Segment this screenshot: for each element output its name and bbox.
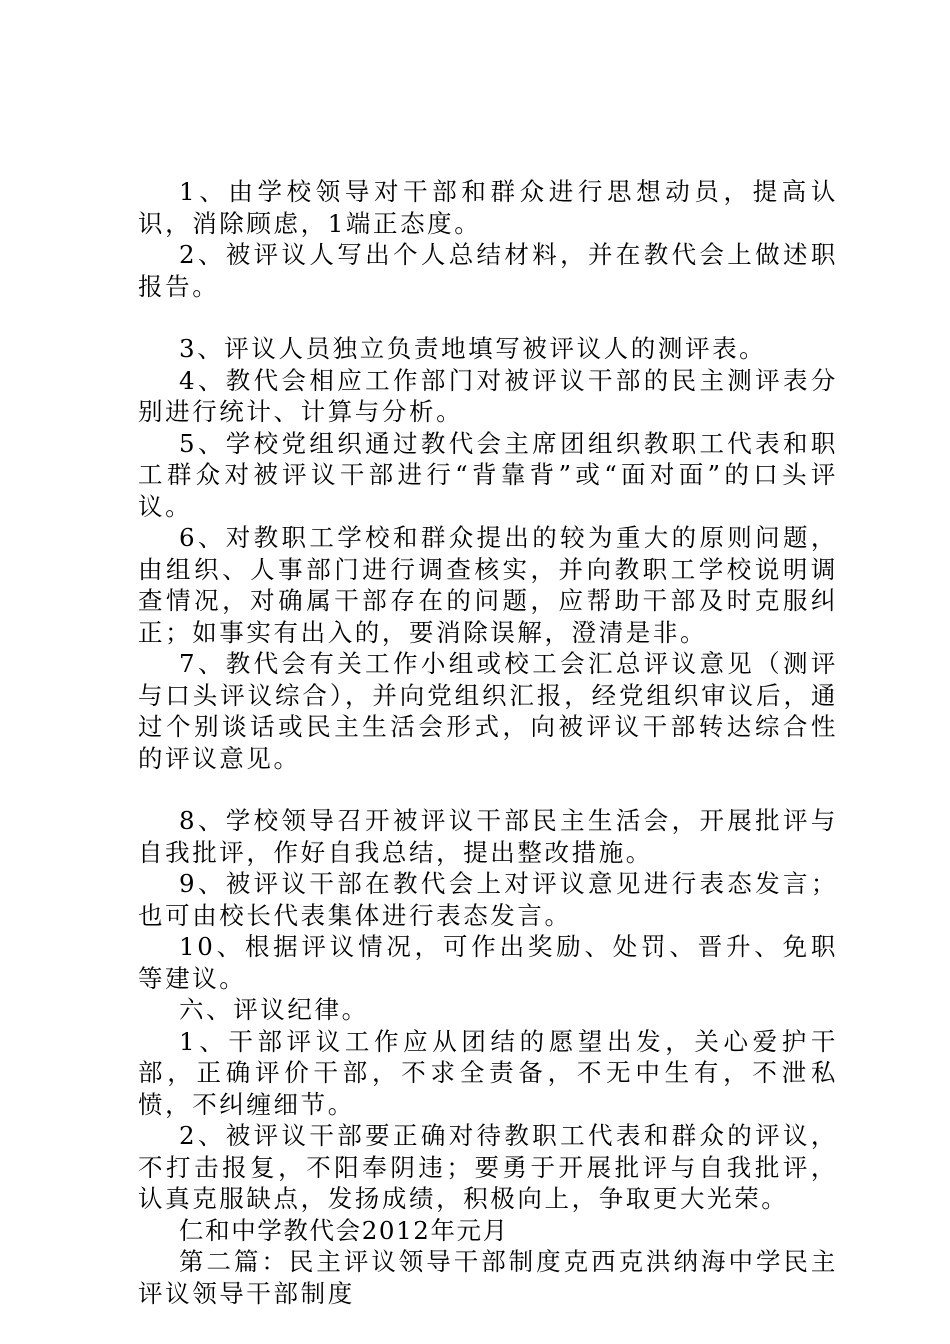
paragraph-7: 7、教代会有关工作小组或校工会汇总评议意见（测评与口头评议综合），并向党组织汇报，经党组织审议后，通过个别谈话或民主生活会形式，向被评议干部转达综合性的评议意见。 [138, 649, 838, 773]
signature-line: 仁和中学教代会2012年元月 [179, 1215, 509, 1245]
document-body [138, 176, 838, 1309]
paragraph-5: 5、学校党组织通过教代会主席团组织教职工代表和职工群众对被评议干部进行“背靠背”或“面对面”的口头评议。 [138, 428, 838, 521]
paragraph-10: 10、根据评议情况，可作出奖励、处罚、晋升、免职等建议。 [138, 932, 838, 993]
paragraph-9: 9、被评议干部在教代会上对评议意见进行表态发言；也可由校长代表集体进行表态发言。 [138, 869, 838, 930]
paragraph-6: 6、对教职工学校和群众提出的较为重大的原则问题，由组织、人事部门进行调查核实，并向教职工学校说明调查情况，对确属干部存在的问题，应帮助干部及时克服纠正；如事实有出入的，要消除误解，澄清是非。 [138, 523, 838, 647]
section-heading-discipline: 六、评议纪律。 [179, 995, 369, 1024]
paragraph-4: 4、教代会相应工作部门对被评议干部的民主测评表分别进行统计、计算与分析。 [138, 365, 838, 426]
paragraph-2: 2、被评议人写出个人总结材料，并在教代会上做述职报告。 [138, 240, 838, 301]
paragraph-discipline-1: 1、干部评议工作应从团结的愿望出发，关心爱护干部，正确评价干部，不求全责备，不无中生有，不泄私愤，不纠缠细节。 [138, 1026, 838, 1119]
second-part-title: 第二篇：民主评议领导干部制度克西克洪纳海中学民主评议领导干部制度 [138, 1247, 838, 1308]
paragraph-3: 3、评议人员独立负责地填写被评议人的测评表。 [179, 334, 767, 363]
paragraph-8: 8、学校领导召开被评议干部民主生活会，开展批评与自我批评，作好自我总结，提出整改措施。 [138, 806, 838, 867]
paragraph-1: 1、由学校领导对干部和群众进行思想动员，提高认识，消除顾虑，1端正态度。 [138, 177, 838, 238]
paragraph-discipline-2: 2、被评议干部要正确对待教职工代表和群众的评议，不打击报复，不阳奉阴违；要勇于开展批评与自我批评，认真克服缺点，发扬成绩，积极向上，争取更大光荣。 [138, 1121, 838, 1213]
